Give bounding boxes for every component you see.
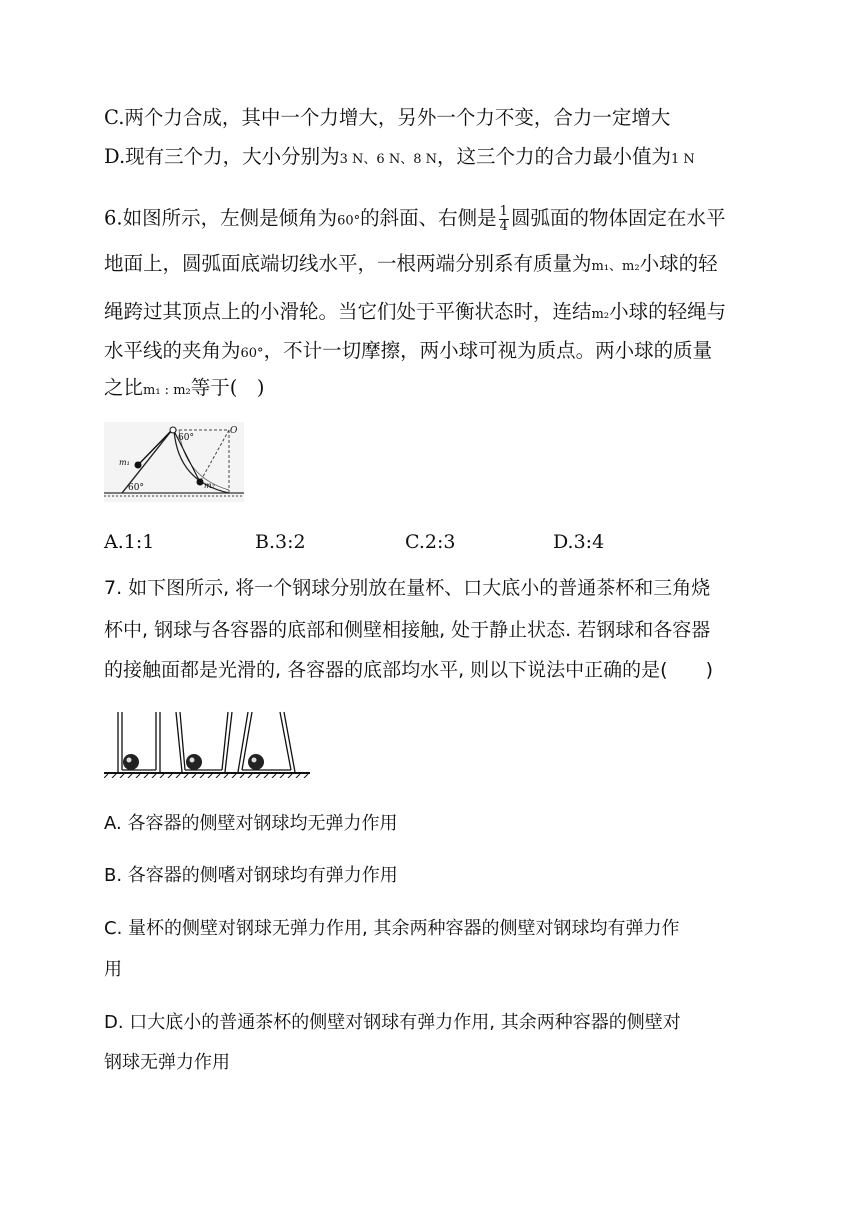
q6-line-5 [104,378,264,398]
q7-option-d-line-2: 钢球无弹力作用 [104,1052,230,1073]
q6-option-a: A.1:1 [104,531,155,553]
q7-option-c-line-2: 用 [104,959,122,980]
q6-text: ，不计一切摩擦，两小球可视为质点。两小球的质量 [263,339,713,362]
ball-highlight [127,758,132,763]
tea-cup [176,712,232,772]
q6-text: 绳跨过其顶点上的小滑轮。当它们处于平衡状态时，连结 [104,300,592,323]
q7-line-3: 的接触面都是光滑的, 各容器的底部均水平, 则以下说法中正确的是( ) [104,659,713,681]
q6-text: 等于( ) [190,376,265,399]
q7-option-b: B. 各容器的侧嗜对钢球均有弹力作用 [104,865,398,886]
triangular-beaker [238,712,295,772]
q6-option-c: C.2:3 [405,531,456,553]
q6-text: 之比 [104,376,144,399]
q6-rope-angle: 60° [240,346,264,361]
q6-line-3 [104,302,726,322]
steel-ball-2 [186,754,202,770]
q7-option-d-line-1: D. 口大底小的普通茶杯的侧壁对钢球有弹力作用, 其余两种容器的侧壁对 [104,1012,681,1033]
q6-line-4 [104,341,712,361]
ball-highlight [252,758,257,763]
fraction-numerator: 1 [499,204,508,219]
label-O: O [230,426,238,436]
q6-fraction [499,205,509,233]
q6-option-d: D.3:4 [553,531,605,553]
q6-text: 6.如图所示，左侧是倾角为 [104,206,338,230]
q7-line-2: 杯中, 钢球与各容器的底部和侧壁相接触, 处于静止状态. 若钢球和各容器 [104,619,711,641]
ball-m2 [197,479,204,486]
ground-hatch [104,774,308,778]
q7-option-c-line-1: C. 量杯的侧壁对钢球无弹力作用, 其余两种容器的侧壁对钢球均有弹力作 [104,918,680,939]
q5-forces: 3 N、6 N、8 N [339,152,437,167]
q6-option-b: B.3:2 [255,531,306,553]
q6-text: 圆弧面的物体固定在水平 [510,206,726,230]
pulley-icon [170,427,176,433]
steel-ball-1 [123,754,139,770]
q5-option-d [104,147,695,167]
label-m1: m₁ [119,458,130,467]
q6-masses: m₁、m₂ [591,259,640,274]
label-top-angle: 60° [178,433,194,443]
q5-min-force: 1 N [671,152,695,167]
label-m2: m₂ [204,481,215,490]
q6-text: 的斜面、右侧是 [360,206,497,230]
q6-text: 水平线的夹角为 [104,339,241,362]
steel-ball-3 [248,754,264,770]
q6-incline-arc-figure [104,422,244,502]
fraction-denominator: 4 [499,218,508,234]
q5-option-d-text: D.现有三个力，大小分别为 [104,145,340,168]
ball-m1 [135,462,142,469]
ball-highlight [190,758,195,763]
q6-mass-ratio: m₁ : m₂ [143,383,191,398]
q7-option-a: A. 各容器的侧壁对钢球均无弹力作用 [104,813,398,834]
q6-text: 地面上，圆弧面底端切线水平，一根两端分别系有质量为 [104,252,592,275]
q7-line-1: 7. 如下图所示, 将一个钢球分别放在量杯、口大底小的普通茶杯和三角烧 [104,577,711,599]
q6-line-1 [104,205,725,233]
q6-text: 小球的轻绳与 [609,300,727,323]
q5-option-d-mid: ，这三个力的合力最小值为 [436,145,671,168]
q7-containers-figure [104,708,310,778]
q6-text: 小球的轻 [639,252,718,275]
q6-line-2 [104,254,718,274]
q5-option-c: C.两个力合成，其中一个力增大，另外一个力不变，合力一定增大 [104,106,671,129]
q6-mass-m2: m₂ [591,307,610,322]
label-bottom-angle: 60° [128,483,144,493]
q6-incline-angle: 60° [337,213,361,229]
